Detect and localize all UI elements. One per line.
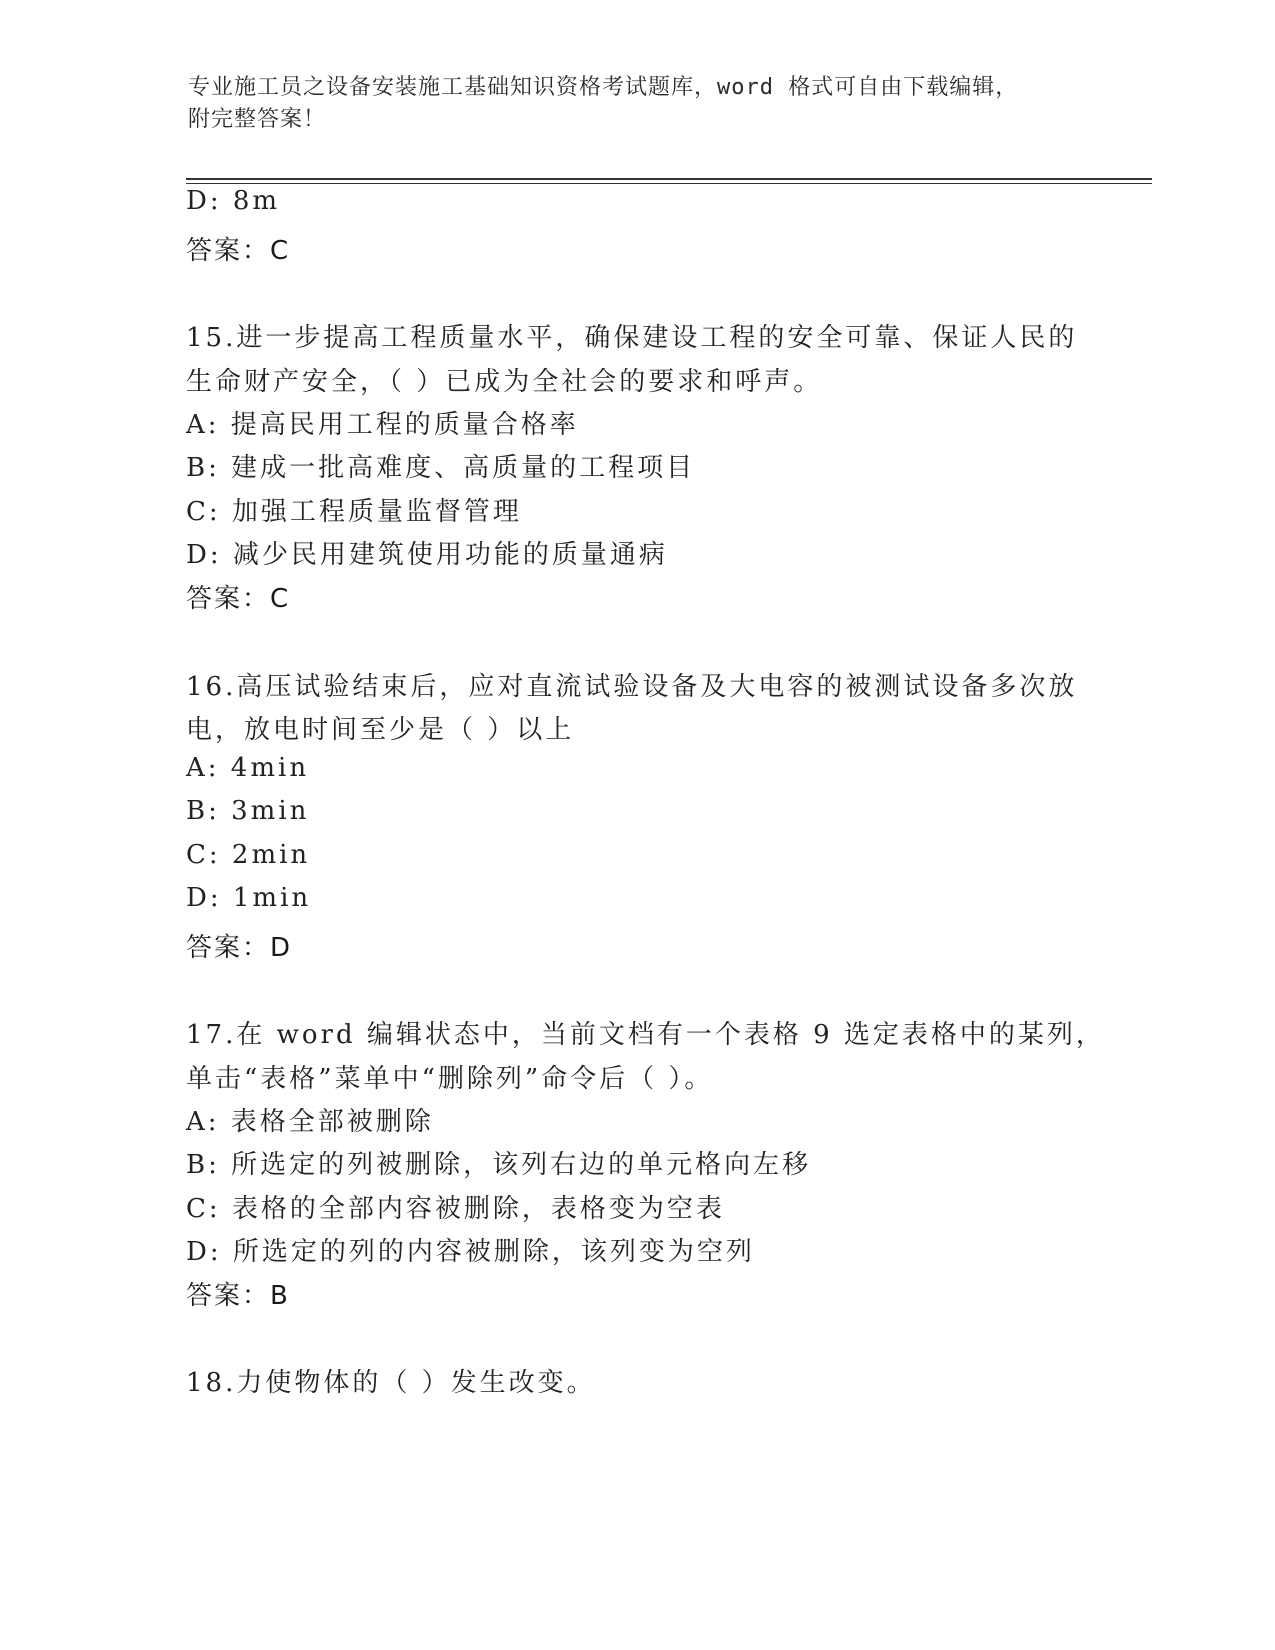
q17-answer: 答案：B (186, 1281, 290, 1311)
q15-option-b: B: 建成一批高难度、高质量的工程项目 (186, 453, 696, 483)
q16-stem-line-2: 电，放电时间至少是（ ）以上 (186, 715, 575, 745)
q16-option-d: D: 1min (186, 883, 312, 913)
q18-stem-line-1: 18.力使物体的（ ）发生改变。 (186, 1368, 596, 1398)
q16-option-a: A: 4min (186, 753, 310, 783)
q15-option-a: A: 提高民用工程的质量合格率 (186, 410, 579, 440)
q17-option-a: A: 表格全部被删除 (186, 1107, 434, 1137)
header-line-1: 专业施工员之设备安装施工基础知识资格考试题库，word 格式可自由下载编辑， (188, 75, 1019, 100)
q15-option-c: C: 加强工程质量监督管理 (186, 497, 522, 527)
prev-answer: 答案：C (186, 236, 291, 266)
q15-answer: 答案：C (186, 584, 291, 614)
header-line-2: 附完整答案！ (188, 107, 327, 132)
q16-option-b: B: 3min (186, 796, 310, 826)
q17-option-b: B: 所选定的列被删除，该列右边的单元格向左移 (186, 1150, 812, 1180)
q17-option-d: D: 所选定的列的内容被删除，该列变为空列 (186, 1237, 755, 1267)
prev-option-d: D: 8m (186, 186, 281, 216)
header-divider-thick (186, 178, 1152, 180)
q15-option-d: D: 减少民用建筑使用功能的质量通病 (186, 540, 668, 570)
header-divider-thin (186, 183, 1152, 184)
q16-stem-line-1: 16.高压试验结束后，应对直流试验设备及大电容的被测试设备多次放 (186, 672, 1078, 702)
q17-option-c: C: 表格的全部内容被删除，表格变为空表 (186, 1194, 725, 1224)
q15-stem-line-1: 15.进一步提高工程质量水平，确保建设工程的安全可靠、保证人民的 (186, 323, 1078, 353)
q16-option-c: C: 2min (186, 840, 311, 870)
q15-stem-line-2: 生命财产安全，（ ）已成为全社会的要求和呼声。 (186, 367, 823, 397)
document-header (188, 72, 1088, 136)
q16-answer: 答案：D (186, 933, 293, 963)
q17-stem-line-2: 单击“表格”菜单中“删除列”命令后（ ）。 (186, 1064, 714, 1094)
q17-stem-line-1: 17.在 word 编辑状态中，当前文档有一个表格 9 选定表格中的某列， (186, 1020, 1105, 1050)
